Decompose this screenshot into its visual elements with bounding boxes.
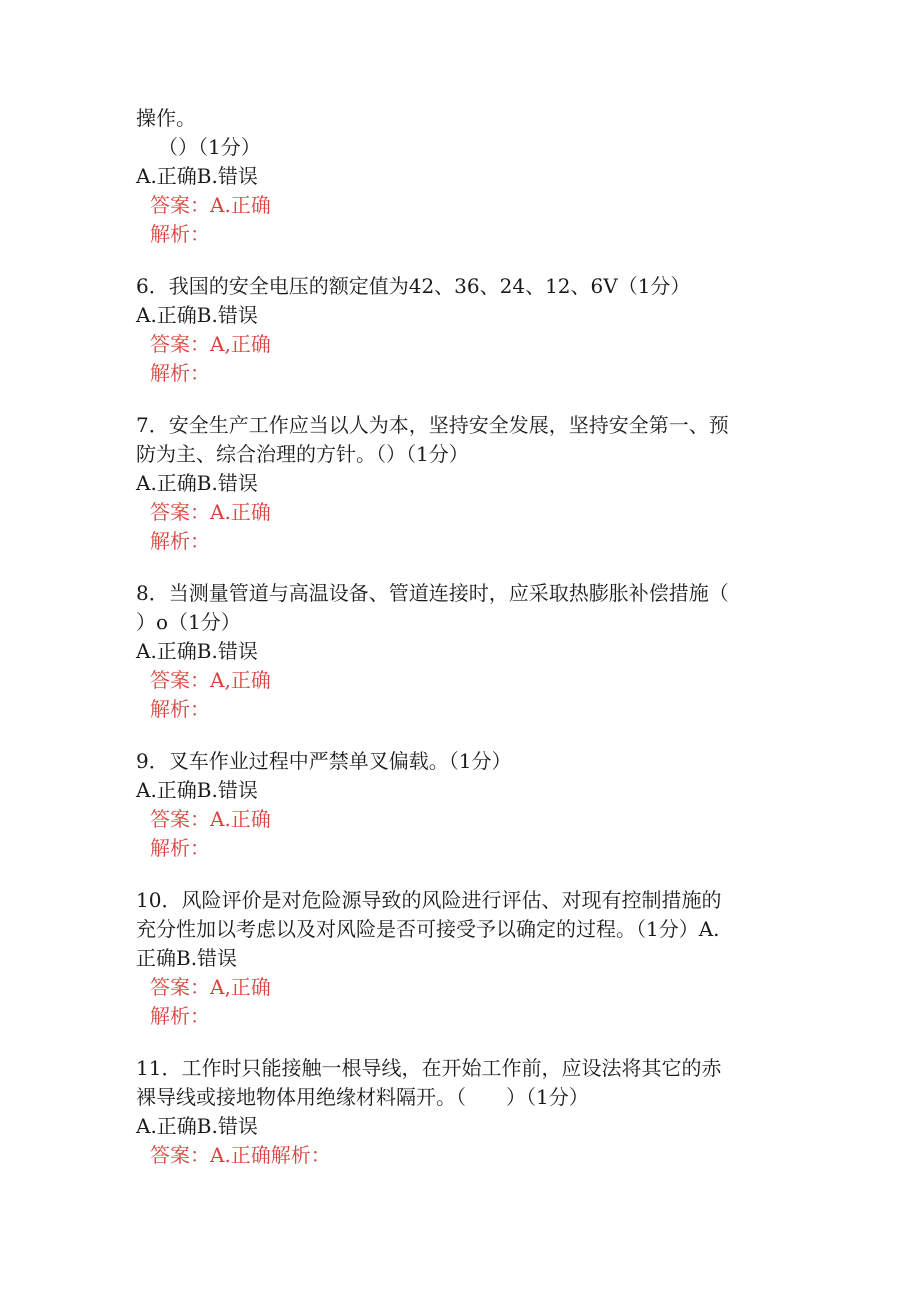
question-text-line: 充分性加以考虑以及对风险是否可接受予以确定的过程。（1分）A. — [136, 917, 720, 941]
question-list — [136, 272, 796, 1170]
question-analysis: 解析： — [150, 1004, 210, 1028]
question-block — [136, 1054, 796, 1170]
question-text-line: 正确B.错误 — [136, 946, 238, 970]
question-answer: 答案：A.正确 — [150, 807, 271, 831]
question-answer: 答案：A,正确 — [150, 975, 271, 999]
question-analysis: 解析： — [150, 361, 210, 385]
question-block — [136, 411, 796, 556]
question-answer: 答案：A.正确 — [150, 500, 271, 524]
question-block — [136, 747, 796, 863]
question-text-line: 10．风险评价是对危险源导致的风险进行评估、对现有控制措施的 — [136, 888, 722, 912]
question-options: A.正确B.错误 — [136, 1114, 258, 1138]
question-analysis: 解析： — [150, 836, 210, 860]
question-text-line: 6．我国的安全电压的额定值为42、36、24、12、6V（1分） — [136, 274, 691, 298]
question-text-line: 9．叉车作业过程中严禁单叉偏载。（1分） — [136, 749, 512, 773]
question-text-line: 防为主、综合治理的方针。（）（1分） — [136, 442, 469, 466]
question-options: A.正确B.错误 — [136, 778, 258, 802]
question-answer: 答案：A,正确 — [150, 668, 271, 692]
question-score: （）（1分） — [158, 135, 261, 159]
question-block — [136, 886, 796, 1031]
question-text-line: 8．当测量管道与高温设备、管道连接时，应采取热膨胀补偿措施（ — [136, 581, 729, 605]
question-text-line: 11．工作时只能接触一根导线，在开始工作前，应设法将其它的赤 — [136, 1056, 722, 1080]
question-options: A.正确B.错误 — [136, 471, 258, 495]
question-analysis: 解析： — [150, 222, 210, 246]
question-analysis: 解析： — [150, 697, 210, 721]
question-answer: 答案：A.正确 — [150, 193, 271, 217]
question-answer: 答案：A,正确 — [150, 332, 271, 356]
question-analysis: 解析： — [150, 529, 210, 553]
question-block — [136, 272, 796, 388]
question-text-line: ）o（1分） — [136, 610, 241, 634]
question-fragment — [136, 104, 796, 249]
question-tail-text: 操作。 — [136, 106, 196, 130]
question-text-line: 7．安全生产工作应当以人为本，坚持安全发展，坚持安全第一、预 — [136, 413, 729, 437]
question-options: A.正确B.错误 — [136, 639, 258, 663]
question-answer: 答案：A.正确解析： — [150, 1143, 331, 1167]
question-block — [136, 579, 796, 724]
document-page — [136, 104, 796, 1193]
question-options: A.正确B.错误 — [136, 303, 258, 327]
question-options: A.正确B.错误 — [136, 164, 258, 188]
question-text-line: 裸导线或接地物体用绝缘材料隔开。（ ）（1分） — [136, 1085, 589, 1109]
